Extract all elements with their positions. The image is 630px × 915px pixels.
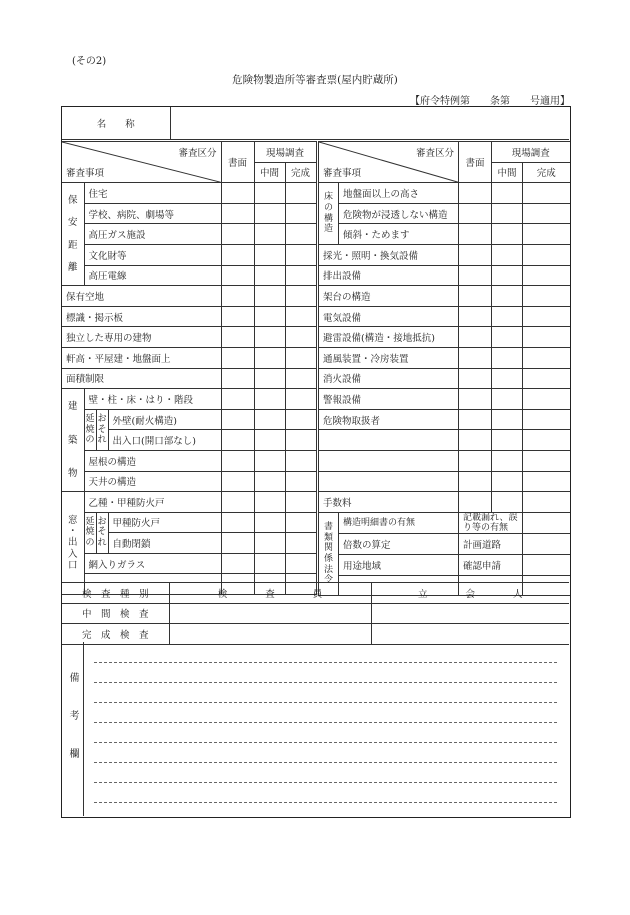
item-label: 審査事項 [66,168,105,180]
check-cell[interactable] [285,553,316,574]
check-cell[interactable] [254,471,285,492]
blank-item [319,430,459,451]
review-item: 用途地域 [339,554,459,575]
review-item: 傾斜・ためます [339,224,459,245]
check-cell[interactable] [492,368,523,389]
inspector-header: 検 査 員 [169,583,371,604]
remark-line[interactable] [94,743,557,763]
check-cell[interactable] [254,327,285,348]
check-cell[interactable] [285,471,316,492]
check-cell[interactable] [523,430,570,451]
review-item: 構造明細書の有無 [339,512,459,534]
check-cell[interactable] [492,471,523,492]
check-cell[interactable] [254,203,285,224]
check-cell[interactable] [492,409,523,430]
review-item: 排出設備 [319,265,459,286]
blank-item [319,450,459,471]
check-cell[interactable] [285,533,316,554]
check-cell[interactable] [459,368,492,389]
check-cell[interactable] [221,327,254,348]
review-form [61,106,571,818]
check-cell[interactable] [221,430,254,451]
check-cell[interactable] [492,389,523,410]
right-review-table [318,141,570,596]
safety-distance-group: 保 安 距 離 [62,183,84,286]
inspection-type-header: 検 査 種 別 [62,583,169,604]
review-item: 保有空地 [62,286,221,307]
site-header: 現場調査 [254,142,316,163]
check-cell[interactable] [492,286,523,307]
check-cell[interactable] [523,492,570,513]
check-cell[interactable] [492,306,523,327]
complete-header: 完成 [285,162,316,183]
interim-inspection-label: 中 間 検 査 [62,603,169,624]
review-item: 通風装置・冷房装置 [319,347,459,368]
check-cell[interactable] [285,327,316,348]
review-item: 地盤面以上の高さ [339,183,459,204]
check-cell[interactable] [523,471,570,492]
check-cell[interactable] [459,327,492,348]
check-cell[interactable] [221,203,254,224]
check-cell[interactable] [285,306,316,327]
check-cell[interactable] [254,389,285,410]
document-title: 危険物製造所等審査票(屋内貯蔵所) [232,74,398,86]
check-cell[interactable] [492,224,523,245]
check-cell[interactable] [492,265,523,286]
category-label: 審査区分 [416,148,455,159]
review-item: 住宅 [84,183,221,204]
name-label: 名 称 [62,107,170,140]
check-cell[interactable] [221,306,254,327]
check-cell[interactable] [459,306,492,327]
remark-line[interactable] [94,703,557,723]
review-item: 計画道路 [459,534,523,555]
check-cell[interactable] [285,368,316,389]
check-cell[interactable] [221,471,254,492]
review-item: 出入口(開口部なし) [108,430,221,451]
building-group: 建 築 物 [62,389,84,492]
review-item: 網入りガラス [84,553,221,574]
check-cell[interactable] [523,347,570,368]
review-item: 面積制限 [62,368,221,389]
remarks-label: 備考欄 [62,642,84,816]
check-cell[interactable] [523,327,570,348]
review-item: 甲種防火戸 [108,512,221,533]
fire-spread-label-2: お そ れ [96,409,108,450]
remark-line[interactable] [94,723,557,743]
check-cell[interactable] [285,183,316,204]
site-header: 現場調査 [492,142,570,163]
review-item: 確認申請 [459,554,523,575]
check-cell[interactable] [221,368,254,389]
check-cell[interactable] [254,224,285,245]
interim-witness-cell[interactable] [371,603,569,624]
check-cell[interactable] [523,554,570,575]
check-cell[interactable] [459,430,492,451]
check-cell[interactable] [221,450,254,471]
remarks-lines[interactable] [84,642,569,803]
check-cell[interactable] [221,553,254,574]
item-label: 審査事項 [323,168,362,180]
check-cell[interactable] [221,389,254,410]
check-cell[interactable] [459,450,492,471]
check-cell[interactable] [221,409,254,430]
ordinance-reference: 【府令特例第 条第 号適用】 [410,96,570,107]
windows-group: 窓 ・ 出 入 口 [62,492,84,595]
interim-inspector-cell[interactable] [169,603,371,624]
check-cell[interactable] [523,450,570,471]
review-item: 手数料 [319,492,459,513]
check-cell[interactable] [492,327,523,348]
fire-spread-label-2: お そ れ [96,512,108,553]
left-review-table [62,141,317,595]
check-cell[interactable] [492,430,523,451]
check-cell[interactable] [523,286,570,307]
check-cell[interactable] [254,244,285,265]
check-cell[interactable] [254,347,285,368]
right-header-diagonal [319,142,459,183]
check-cell[interactable] [459,492,492,513]
check-cell[interactable] [523,534,570,555]
check-cell[interactable] [523,244,570,265]
remarks-section [62,642,569,816]
fire-spread-label-1: 延 焼 の [84,512,96,553]
check-cell[interactable] [285,409,316,430]
check-cell[interactable] [254,183,285,204]
check-cell[interactable] [523,409,570,430]
check-cell[interactable] [221,512,254,533]
review-item: 独立した専用の建物 [62,327,221,348]
check-cell[interactable] [523,512,570,534]
review-item: 架台の構造 [319,286,459,307]
check-cell[interactable] [254,409,285,430]
interim-header: 中間 [492,162,523,183]
check-cell[interactable] [285,203,316,224]
check-cell[interactable] [492,347,523,368]
check-cell[interactable] [492,203,523,224]
check-cell[interactable] [492,492,523,513]
review-item: 学校、病院、劇場等 [84,203,221,224]
document-header: 書面 [459,142,492,183]
check-cell[interactable] [523,306,570,327]
check-cell[interactable] [221,533,254,554]
check-cell[interactable] [459,183,492,204]
review-item: 自動閉鎖 [108,533,221,554]
remark-line[interactable] [94,643,557,663]
check-cell[interactable] [523,368,570,389]
check-cell[interactable] [221,286,254,307]
check-cell[interactable] [523,265,570,286]
check-cell[interactable] [285,347,316,368]
check-cell[interactable] [492,244,523,265]
category-label: 審査区分 [178,148,217,159]
header-note: (その2) [72,56,107,67]
name-row [62,107,569,140]
check-cell[interactable] [254,265,285,286]
check-cell[interactable] [254,430,285,451]
review-item: 消火設備 [319,368,459,389]
check-cell[interactable] [459,409,492,430]
check-cell[interactable] [285,492,316,513]
check-cell[interactable] [523,183,570,204]
remark-line[interactable] [94,663,557,683]
check-cell[interactable] [285,430,316,451]
check-cell[interactable] [285,265,316,286]
check-cell[interactable] [254,492,285,513]
check-cell[interactable] [285,244,316,265]
check-cell[interactable] [523,389,570,410]
remark-line[interactable] [94,763,557,783]
review-item: 文化財等 [84,244,221,265]
check-cell[interactable] [254,553,285,574]
check-cell[interactable] [523,224,570,245]
check-cell[interactable] [459,471,492,492]
check-cell[interactable] [221,224,254,245]
check-cell[interactable] [459,389,492,410]
review-item: 高圧電線 [84,265,221,286]
blank-item [319,471,459,492]
check-cell[interactable] [254,368,285,389]
complete-inspection-label: 完 成 検 査 [62,624,169,645]
floor-structure-group: 床 の 構 造 [319,183,339,245]
document-header: 書面 [221,142,254,183]
review-item: 採光・照明・換気設備 [319,244,459,265]
check-cell[interactable] [221,347,254,368]
check-cell[interactable] [523,203,570,224]
review-item: 電気設備 [319,306,459,327]
review-item: 危険物取扱者 [319,409,459,430]
review-item: 倍数の算定 [339,534,459,555]
review-item: 警報設備 [319,389,459,410]
check-cell[interactable] [221,265,254,286]
fire-spread-label-1: 延 焼 の [84,409,96,450]
check-cell[interactable] [254,306,285,327]
review-item: 屋根の構造 [84,450,221,471]
inspection-table [62,582,569,645]
check-cell[interactable] [285,450,316,471]
remark-line[interactable] [94,683,557,703]
check-cell[interactable] [254,512,285,533]
remark-line[interactable] [94,783,557,803]
review-item: 標識・掲示板 [62,306,221,327]
check-cell[interactable] [492,183,523,204]
review-item: 記載漏れ、誤り等の有無 [459,512,523,534]
review-item: 危険物が浸透しない構造 [339,203,459,224]
witness-header: 立 会 人 [371,583,569,604]
review-item: 乙種・甲種防火戸 [84,492,221,513]
review-item: 天井の構造 [84,471,221,492]
check-cell[interactable] [459,203,492,224]
interim-header: 中間 [254,162,285,183]
check-cell[interactable] [459,224,492,245]
complete-header: 完成 [523,162,570,183]
check-cell[interactable] [221,183,254,204]
check-cell[interactable] [221,244,254,265]
review-item: 高圧ガス施設 [84,224,221,245]
document-law-group: 書 類 関 係 法 令 [319,512,339,595]
check-cell[interactable] [221,492,254,513]
review-item: 外壁(耐火構造) [108,409,221,430]
check-cell[interactable] [459,244,492,265]
review-item: 避雷設備(構造・接地抵抗) [319,327,459,348]
check-cell[interactable] [459,286,492,307]
check-cell[interactable] [492,450,523,471]
check-cell[interactable] [254,450,285,471]
check-cell[interactable] [459,265,492,286]
name-value[interactable] [170,107,569,140]
review-item: 軒高・平屋建・地盤面上 [62,347,221,368]
check-cell[interactable] [254,533,285,554]
check-cell[interactable] [285,286,316,307]
check-cell[interactable] [285,512,316,533]
check-cell[interactable] [285,224,316,245]
check-cell[interactable] [254,286,285,307]
check-cell[interactable] [285,389,316,410]
left-header-diagonal [62,142,221,183]
review-item: 壁・柱・床・はり・階段 [84,389,221,410]
check-cell[interactable] [459,347,492,368]
